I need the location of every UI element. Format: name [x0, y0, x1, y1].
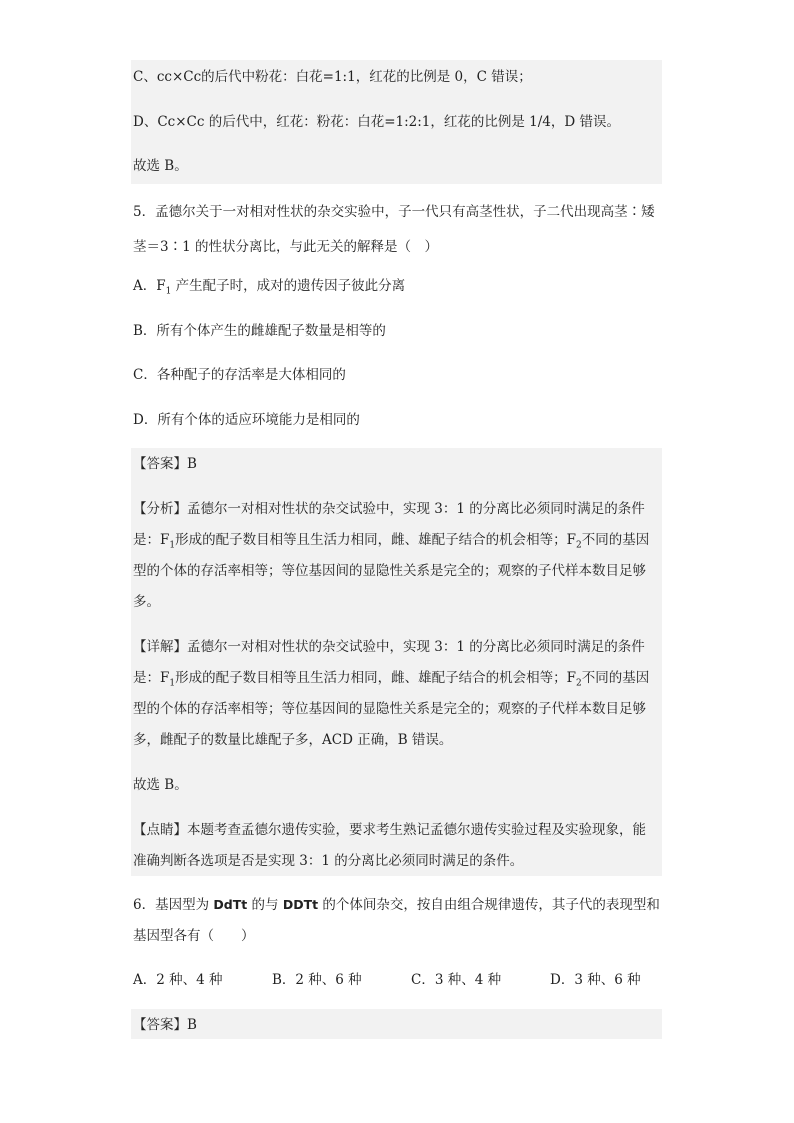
q5-xiangjie-line2	[133, 669, 649, 693]
q5-fenxi-l2-pre: 是：F	[133, 532, 170, 548]
q5-xiangjie-l2-sub1: 1	[169, 678, 176, 689]
analysis-conclusion: 故选 B。	[133, 158, 188, 174]
q6-option-a: A．2 种、4 种	[133, 972, 223, 988]
q5-xiangjie-l2-pre: 是：F	[133, 670, 170, 686]
q6-option-c: C．3 种、4 种	[411, 972, 502, 988]
q6-answer: 【答案】B	[133, 1017, 197, 1033]
q6-genotype-2: DDTt	[282, 897, 319, 912]
q6-stem-mid: 的与	[247, 897, 283, 913]
q6-stem-post: 的个体间杂交，按自由组合规律遗传，其子代的表现型和	[318, 897, 660, 913]
q6-stem-line2: 基因型各有（ ）	[133, 928, 255, 944]
q5-fenxi-line1: 【分析】孟德尔一对相对性状的杂交试验中，实现 3：1 的分离比必须同时满足的条件	[133, 501, 645, 517]
q5-xiangjie-line4: 多，雌配子的数量比雄配子多，ACD 正确，B 错误。	[133, 732, 453, 748]
q6-genotype-1: DdTt	[213, 897, 248, 912]
q5-fenxi-line2	[133, 531, 649, 555]
q5-fenxi-line4: 多。	[133, 594, 160, 610]
q5-fenxi-l2-mid: 形成的配子数目相等且生活力相同，雌、雄配子结合的机会相等；F	[175, 532, 576, 548]
q5-fenxi-l2-sub1: 1	[169, 540, 176, 551]
q5-fenxi-l2-post: 不同的基因	[581, 532, 650, 548]
q5-conclusion: 故选 B。	[133, 777, 188, 793]
q5-option-d: D．所有个体的适应环境能力是相同的	[133, 412, 360, 428]
q6-stem-pre: 6．基因型为	[133, 897, 214, 913]
q5-option-a-post: 产生配子时，成对的遗传因子彼此分离	[171, 278, 406, 294]
q6-answer-shade	[131, 1009, 662, 1039]
q6-option-b: B．2 种、6 种	[272, 972, 362, 988]
q5-option-a-pre: A．F	[133, 278, 166, 294]
q5-xiangjie-line1: 【详解】孟德尔一对相对性状的杂交试验中，实现 3：1 的分离比必须同时满足的条件	[133, 639, 645, 655]
analysis-line-d: D、Cc×Cc 的后代中，红花：粉花：白花=1:2:1，红花的比例是 1/4，D 错误。	[133, 114, 621, 130]
q6-option-d: D．3 种、6 种	[550, 972, 641, 988]
q5-option-b: B．所有个体产生的雌雄配子数量是相等的	[133, 323, 386, 339]
q5-xiangjie-l2-mid: 形成的配子数目相等且生活力相同，雌、雄配子结合的机会相等；F	[175, 670, 576, 686]
q5-fenxi-l2-sub2: 2	[575, 540, 582, 551]
analysis-line-c: C、cc×Cc的后代中粉花：白花=1:1，红花的比例是 0，C 错误；	[133, 69, 532, 85]
q5-dianjing-line2: 准确判断各选项是否是实现 3：1 的分离比必须同时满足的条件。	[133, 853, 524, 869]
q5-xiangjie-line3: 型的个体的存活率相等；等位基因间的显隐性关系是完全的；观察的子代样本数目足够	[133, 701, 646, 717]
q5-answer: 【答案】B	[133, 456, 197, 472]
q5-stem-line1: 5．孟德尔关于一对相对性状的杂交实验中，子一代只有高茎性状，子二代出现高茎∶矮	[133, 204, 655, 220]
q5-fenxi-line3: 型的个体的存活率相等；等位基因间的显隐性关系是完全的；观察的子代样本数目足够	[133, 563, 646, 579]
q5-option-a-sub: 1	[165, 286, 172, 297]
q6-stem-line1	[133, 896, 660, 914]
q5-option-a	[133, 277, 405, 301]
q5-option-c: C．各种配子的存活率是大体相同的	[133, 367, 346, 383]
q5-dianjing-line1: 【点睛】本题考查孟德尔遗传实验，要求考生熟记孟德尔遗传实验过程及实验现象，能	[133, 822, 646, 838]
q5-xiangjie-l2-post: 不同的基因	[581, 670, 650, 686]
q5-stem-line2: 茎＝3∶1 的性状分离比，与此无关的解释是（ ）	[133, 239, 438, 255]
q5-xiangjie-l2-sub2: 2	[575, 678, 582, 689]
